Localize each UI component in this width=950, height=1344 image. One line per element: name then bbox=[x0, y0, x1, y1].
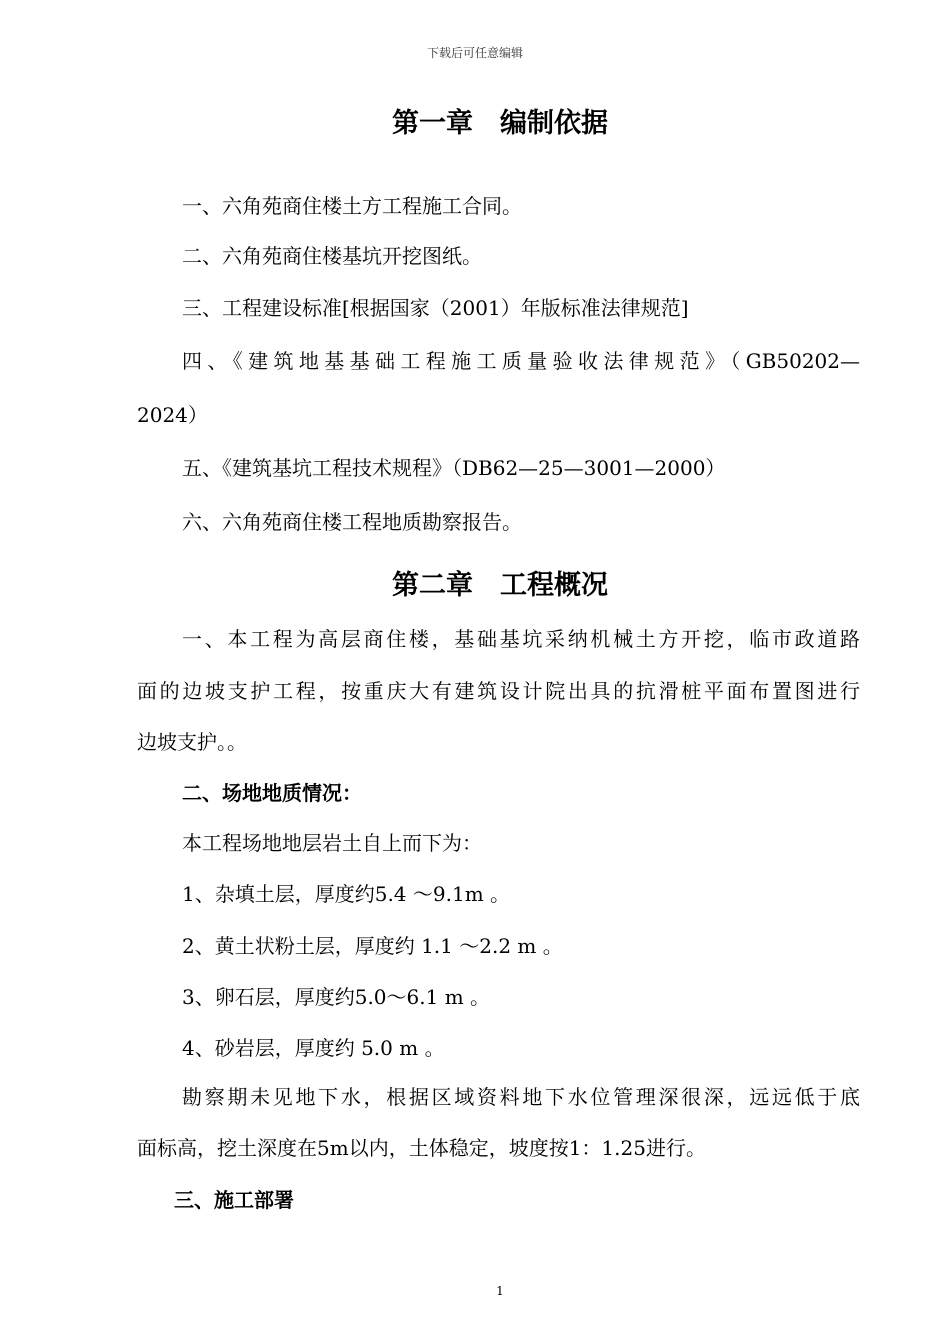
groundwater-line-1: 勘察期未见地下水，根据区域资料地下水位管理深很深，远远低于底 bbox=[182, 1085, 860, 1109]
geology-layer-4: 4、砂岩层，厚度约 5.0 m 。 bbox=[182, 1036, 445, 1060]
overview-line-1: 一、本工程为高层商住楼，基础基坑采纳机械土方开挖，临市政道路 bbox=[182, 627, 860, 651]
basis-item-1: 一、六角苑商住楼土方工程施工合同。 bbox=[182, 194, 522, 218]
chapter-2-title: 第二章 工程概况 bbox=[392, 570, 608, 601]
section-2-title: 二、场地地质情况： bbox=[182, 781, 362, 805]
basis-item-5: 五、《建筑基坑工程技术规程》（DB62—25—3001—2000） bbox=[182, 456, 726, 480]
overview-line-2: 面的边坡支护工程，按重庆大有建筑设计院出具的抗滑桩平面布置图进行 bbox=[137, 679, 860, 703]
basis-item-4-line-2: 2024） bbox=[137, 403, 208, 427]
chapter-1-title: 第一章 编制依据 bbox=[392, 108, 608, 139]
groundwater-line-2: 面标高，挖土深度在5m以内，土体稳定，坡度按1：1.25进行。 bbox=[137, 1136, 706, 1160]
page-number: 1 bbox=[496, 1284, 504, 1298]
geology-intro: 本工程场地地层岩土自上而下为： bbox=[182, 831, 482, 855]
basis-item-2: 二、六角苑商住楼基坑开挖图纸。 bbox=[182, 244, 482, 268]
basis-item-4-line-1: 四、《建筑地基基础工程施工质量验收法律规范》（GB50202— bbox=[182, 349, 860, 373]
section-3-title: 三、施工部署 bbox=[174, 1188, 294, 1212]
page-header: 下载后可任意编辑 bbox=[426, 46, 523, 60]
overview-line-3: 边坡支护。。 bbox=[137, 730, 247, 754]
geology-layer-1: 1、杂填土层，厚度约5.4 ～9.1m 。 bbox=[182, 882, 511, 906]
basis-item-3: 三、工程建设标准[根据国家（2001）年版标准法律规范] bbox=[182, 296, 689, 320]
basis-item-6: 六、六角苑商住楼工程地质勘察报告。 bbox=[182, 510, 522, 534]
geology-layer-2: 2、黄土状粉土层，厚度约 1.1 ～2.2 m 。 bbox=[182, 934, 563, 958]
geology-layer-3: 3、卵石层，厚度约5.0～6.1 m 。 bbox=[182, 985, 491, 1009]
